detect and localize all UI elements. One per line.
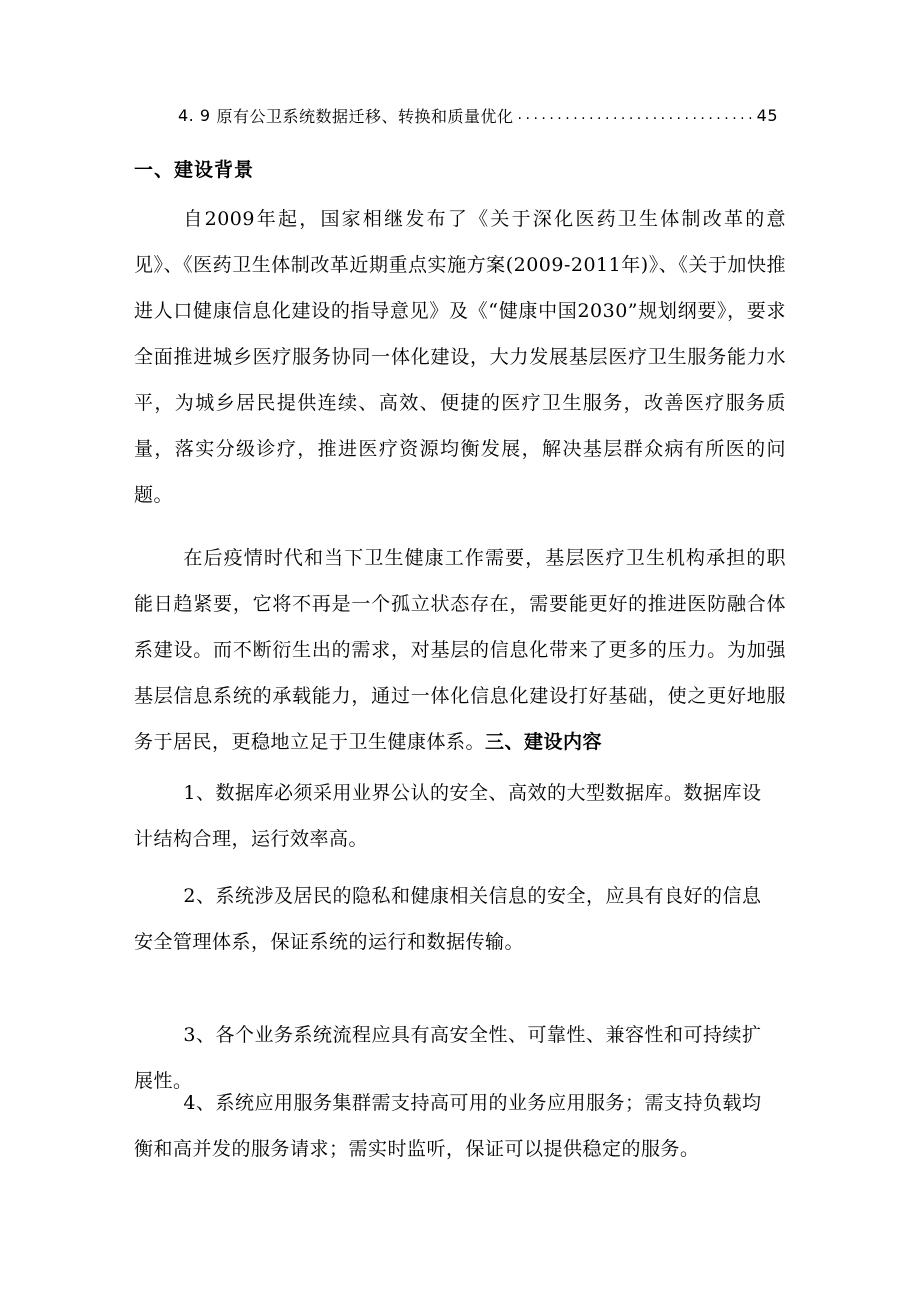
toc-entry[interactable] (178, 102, 778, 128)
content-item-1-line-2: 计结构合理，运行效率高。 (134, 828, 369, 850)
paragraph-background-2 (134, 535, 786, 765)
content-item-3-line-2: 展性。 (134, 1070, 193, 1092)
section-heading-background: 一、建设背景 (134, 159, 255, 181)
paragraph-background-2-text: 在后疫情时代和当下卫生健康工作需要，基层医疗卫生机构承担的职能日趋紧要，它将不再是一个孤立状态存在，需要能更好的推进医防融合体系建设。而不断衍生出的需求，对基层的信息化带来了更多的压力。为加强基层信息系统的承载能力，通过一体化信息化建设打好基础，使之更好地服务于居民，更稳地立足于卫生健康体系。 (134, 547, 786, 753)
toc-title: 原有公卫系统数据迁移、转换和质量优化 (216, 106, 514, 126)
content-item-3-line-1: 3、各个业务系统流程应具有高安全性、可靠性、兼容性和可持续扩 (183, 1024, 762, 1046)
content-item-2-line-1: 2、系统涉及居民的隐私和健康相关信息的安全，应具有良好的信息 (183, 885, 762, 907)
toc-page-number: 45 (756, 105, 778, 125)
content-item-1-line-1: 1、数据库必须采用业界公认的安全、高效的大型数据库。数据库设 (183, 782, 762, 804)
toc-leader-dots (518, 107, 753, 123)
content-item-4-line-2: 衡和高并发的服务请求；需实时监听，保证可以提供稳定的服务。 (134, 1138, 700, 1160)
section-heading-content: 三、建设内容 (485, 731, 603, 753)
paragraph-background-1: 自2009年起，国家相继发布了《关于深化医药卫生体制改革的意见》、《医药卫生体制改革近期重点实施方案(2009-2011年)》、《关于加快推进人口健康信息化建设的指导意见》及《“健康中国2030”规划纲要》，要求全面推进城乡医疗服务协同一体化建设，大力发展基层医疗卫生服务能力水平，为城乡居民提供连续、高效、便捷的医疗卫生服务，改善医疗服务质量，落实分级诊疗，推进医疗资源均衡发展，解决基层群众病有所医的问题。 (134, 208, 786, 506)
content-item-4-line-1: 4、系统应用服务集群需支持高可用的业务应用服务；需支持负载均 (183, 1092, 762, 1114)
content-item-2-line-2: 安全管理体系，保证系统的运行和数据传输。 (134, 931, 525, 953)
toc-number: 4. 9 (178, 105, 211, 125)
